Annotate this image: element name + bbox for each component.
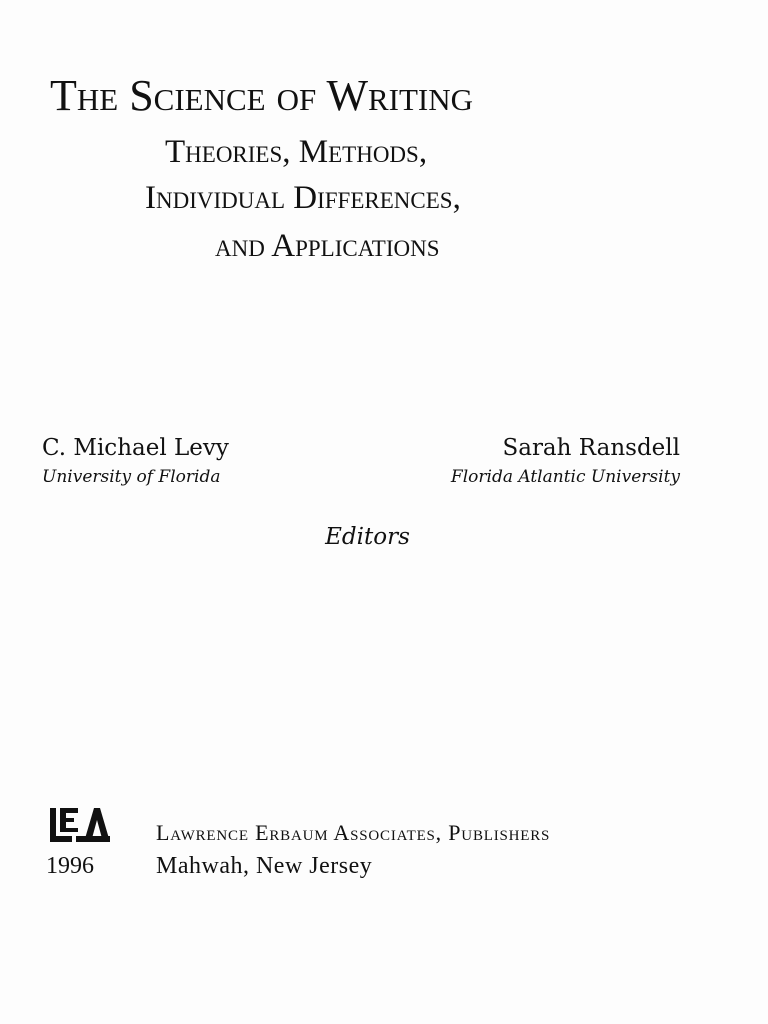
book-title: The Science of Writing bbox=[50, 71, 474, 120]
editor-name-levy: C. Michael Levy bbox=[42, 435, 229, 461]
publisher-name: Lawrence Erbaum Associates, Publishers bbox=[156, 820, 551, 845]
editor-affiliation-levy: University of Florida bbox=[42, 467, 221, 487]
editor-name-ransdell: Sarah Ransdell bbox=[502, 435, 680, 461]
subtitle-line-3: and Applications bbox=[215, 228, 440, 264]
editor-affiliation-ransdell: Florida Atlantic University bbox=[450, 467, 680, 487]
publisher-location: Mahwah, New Jersey bbox=[156, 853, 373, 879]
editors-label: Editors bbox=[325, 524, 410, 550]
publication-year: 1996 bbox=[46, 853, 94, 879]
subtitle-line-1: Theories, Methods, bbox=[165, 134, 428, 170]
publisher-logo bbox=[50, 808, 110, 842]
subtitle-line-2: Individual Differences, bbox=[145, 180, 461, 216]
